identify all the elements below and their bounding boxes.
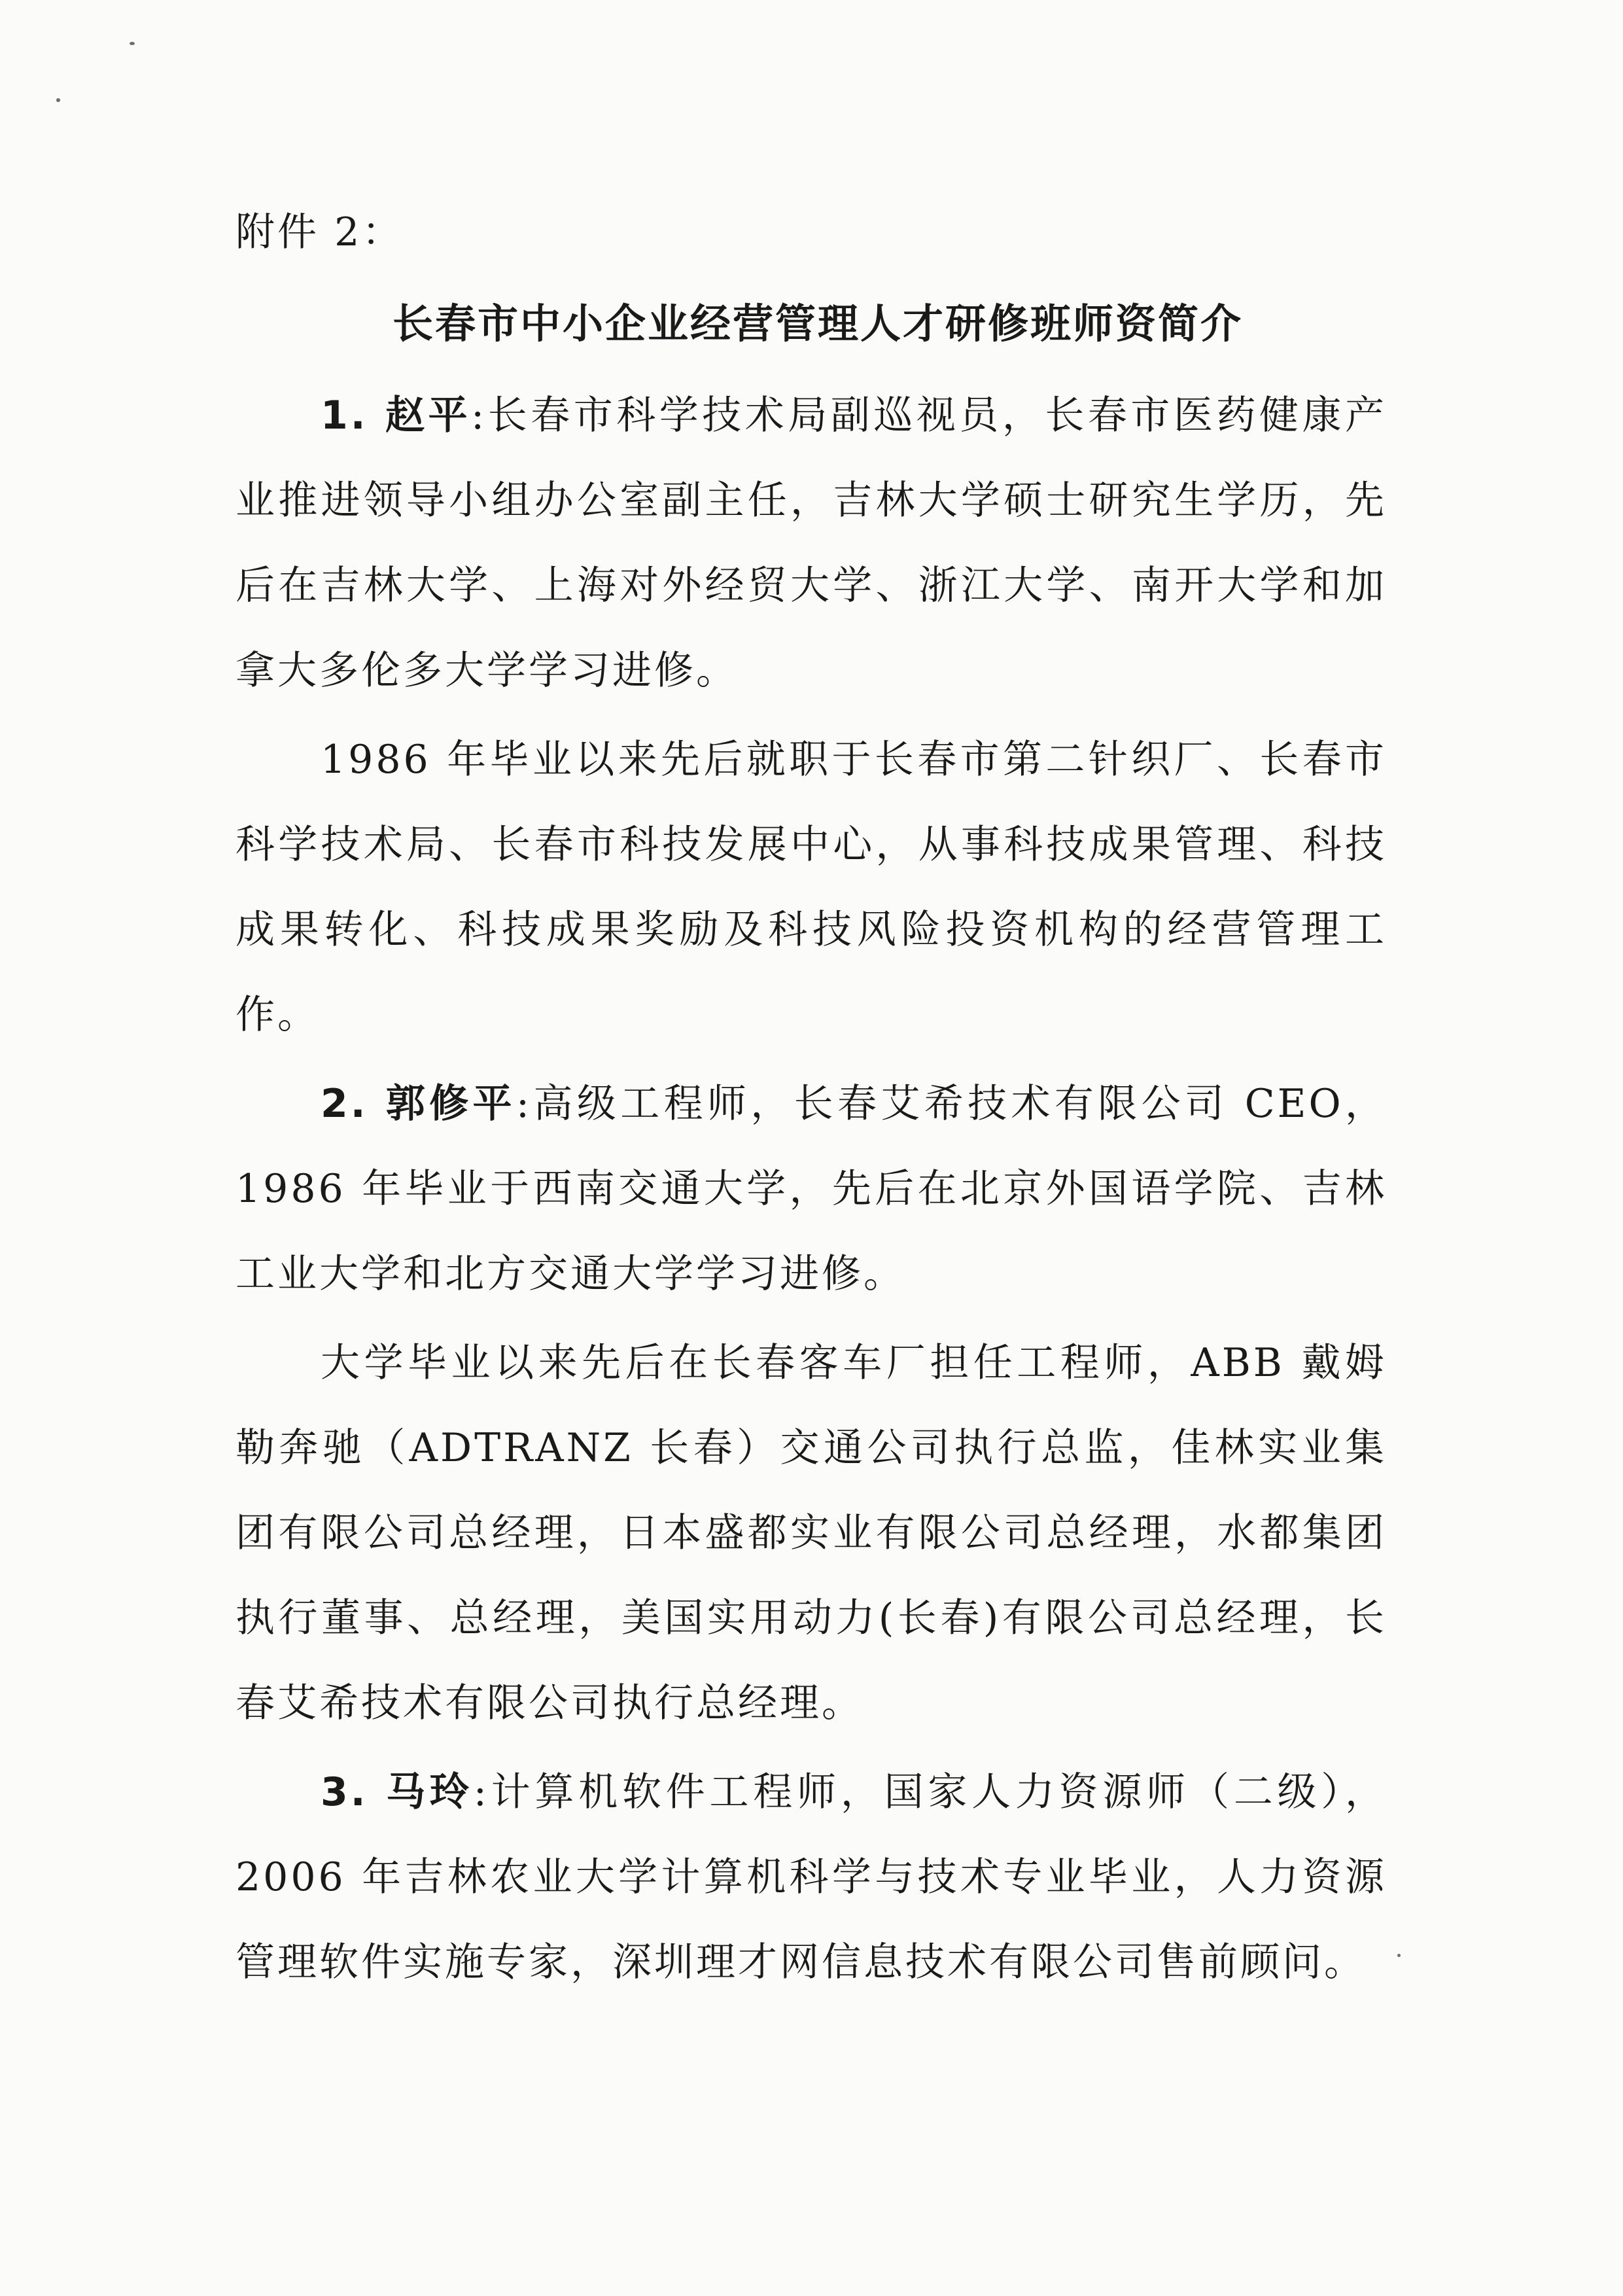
instructor-name: 3. 马玲	[321, 1769, 474, 1815]
name-separator: :	[515, 1081, 532, 1127]
bio-intro-text: 计算机软件工程师，国家人力资源师（二级），2006 年吉林农业大学计算机科学与技术专业毕业，人力资源管理软件实施专家，深圳理才网信息技术有限公司售前顾问。	[236, 1769, 1387, 1985]
scan-speck	[56, 98, 60, 102]
name-separator: :	[470, 393, 487, 438]
bio-intro-paragraph	[236, 373, 1387, 713]
bio-intro-text: 高级工程师，长春艾希技术有限公司 CEO，1986 年毕业于西南交通大学，先后在北京外国语学院、吉林工业大学和北方交通大学学习进修。	[236, 1081, 1387, 1297]
document-body	[236, 190, 1387, 2005]
scan-speck	[1397, 1954, 1401, 1957]
bio-career-paragraph: 1986 年毕业以来先后就职于长春市第二针织厂、长春市科学技术局、长春市科技发展中心，从事科技成果管理、科技成果转化、科技成果奖励及科技风险投资机构的经营管理工作。	[236, 737, 1387, 1038]
scan-speck	[130, 42, 135, 45]
bio-intro-text: 长春市科学技术局副巡视员，长春市医药健康产业推进领导小组办公室副主任，吉林大学硕士研究生学历，先后在吉林大学、上海对外经贸大学、浙江大学、南开大学和加拿大多伦多大学学习进修。	[236, 393, 1387, 694]
attachment-label: 附件 2：	[236, 209, 404, 255]
instructor-name: 1. 赵平	[321, 393, 471, 438]
instructor-name: 2. 郭修平	[321, 1081, 516, 1127]
document-title: 长春市中小企业经营管理人才研修班师资简介	[392, 300, 1243, 347]
bio-intro-paragraph	[236, 1750, 1387, 2005]
name-separator: :	[473, 1769, 489, 1815]
bio-intro-paragraph	[236, 1061, 1387, 1316]
bio-career-paragraph: 大学毕业以来先后在长春客车厂担任工程师，ABB 戴姆勒奔驰（ADTRANZ 长春）交通公司执行总监，佳林实业集团有限公司总经理，日本盛都实业有限公司总经理，水都集团执行董事、总经理，美国实用动力(长春)有限公司总经理，长春艾希技术有限公司执行总经理。	[236, 1340, 1387, 1726]
